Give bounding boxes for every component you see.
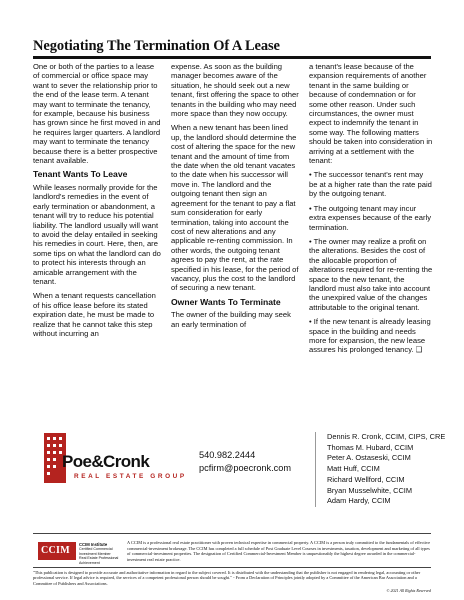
title-rule — [33, 56, 431, 59]
section-heading: Tenant Wants To Leave — [33, 169, 128, 180]
agent-name: Matt Huff, CCIM — [327, 464, 380, 474]
paragraph: While leases normally provide for the landlord's remedies in the event of early termination or abandonment, a tenant will try to reduce his potential liability. The landlord usually will want to avoid the delay entailed in seeking his remedies in court. Here, then, are some tips on what the landlord can do to protect his interests through an amicable arrangement with the tenant. — [33, 182, 161, 286]
article-title: Negotiating The Termination Of A Lease — [33, 38, 280, 54]
bullet-item: • The successor tenant's rent may be at a higher rate than the rate paid by the outgoing tenant. — [309, 170, 432, 199]
copyright-text: © 2021 All Rights Reserved — [386, 588, 431, 593]
agent-name: Bryan Musselwhite, CCIM — [327, 485, 413, 495]
ccim-description: A CCIM is a professional real estate practitioner with proven technical expertise in commercial property. A CCIM is a person truly committed to the fundamentals of effective commercial-investment brokerage. The CCIM has completed a full schedule of Post Graduate Level Courses in investments, taxation, development and marketing of all types of commercial-investment properties. The designation of Certified Commercial-Investment Member is unquestionably the highest degree awarded in the commercial-investment real estate practice. — [127, 540, 431, 562]
paragraph: When a new tenant has been lined up, the landlord should determine the cost of altering the space for the new tenant and the amount of time from the date when the old tenant vacates to the date when his successor will move in. The landlord and the outgoing tenant then sign an agreement for the tenant to pay a flat sum consideration for early termination, taking into account the cost of new alterations and any applicable re-renting commission. In other words, the outgoing tenant agrees to pay the rent, at the rate specified in his lease, for the period of vacancy, plus the cost to the landlord of securing a new tenant. — [171, 123, 299, 293]
divider — [315, 432, 316, 507]
agent-name: Thomas M. Hubard, CCIM — [327, 442, 414, 452]
footer-rule — [33, 533, 431, 534]
institute-name: CCIM Institute — [79, 542, 108, 547]
agent-name: Adam Hardy, CCIM — [327, 496, 391, 506]
section-heading: Owner Wants To Terminate — [171, 296, 281, 307]
article-column-1 — [33, 62, 161, 343]
contact-info — [199, 449, 291, 475]
company-tagline: REAL ESTATE GROUP — [74, 473, 187, 480]
bullet-item: • The outgoing tenant may incur extra expenses because of the early termination. — [309, 203, 431, 232]
disclaimer-rule — [33, 567, 431, 568]
paragraph: When a tenant requests cancellation of his office lease before its stated expiration date, he must be made to realize that he cannot take this step without incurring an — [33, 291, 156, 338]
paragraph: expense. As soon as the building manager becomes aware of the situation, he should seek out a new tenant, first offering the space to other tenants in the building who may need more space than they now occupy. — [171, 62, 299, 119]
article-column-2 — [171, 62, 299, 334]
phone-number[interactable]: 540.982.2444 — [199, 450, 256, 460]
company-logo — [44, 433, 187, 493]
institute-subtitle: Certified Commercial Investment Member — [79, 547, 113, 556]
ccim-logo — [38, 542, 76, 560]
agent-name: Richard Wellford, CCIM — [327, 474, 405, 484]
bullet-item: • If the new tenant is already leasing space in the building and needs more for expansion, the new lease assures his prolonged tenancy. ❑ — [309, 317, 431, 355]
disclaimer-text: "This publication is designed to provide accurate and authoritative information in regard to the subject covered. It is distributed with the understanding that the publisher is not engaged in rendering legal, accounting or other professional service. If legal advice is required, the services of a competent professional person should be sought." - From a Declaration of Principles jointly adopted by a Committee of the American Bar Association and a Committee of Publishers and Associations. — [33, 570, 421, 586]
paragraph: a tenant's lease because of the expansion requirements of another tenant in the same building or because of condemnation or for some other reason. Under such circumstances, the owner must expect to indemnify the tenant in some way. The following matters should be taken into consideration in arriving at a settlement with the tenant: — [309, 62, 433, 166]
paragraph: One or both of the parties to a lease of commercial or office space may want to sever the relationship prior to the end of the lease term. A tenant may want to terminate the tenancy, for example, because his business has grown since he first moved in and he requires larger quarters. A landlord may want to terminate the tenancy because there is a better prospective tenant available. — [33, 62, 161, 166]
ccim-institute-label — [79, 543, 123, 565]
institute-subtitle-2: Real Estate Professional Achievement — [79, 556, 119, 565]
agent-list — [327, 432, 445, 507]
company-name: Poe&Cronk — [62, 452, 150, 471]
bullet-item: • The owner may realize a profit on the alterations. Besides the cost of the allocable proportion of alterations required for re-renting the space to the new tenant, the landlord must also take into account the unexpired value of the changes attributable to the original tenant. — [309, 236, 433, 312]
ccim-logo-text: CCIM — [41, 545, 70, 556]
article-column-3 — [309, 62, 433, 360]
paragraph: The owner of the building may seek an early termination of — [171, 310, 291, 329]
agent-name: Dennis R. Cronk, CCIM, CIPS, CRE — [327, 432, 446, 441]
agent-name: Peter A. Ostaseski, CCIM — [327, 453, 411, 463]
email-link[interactable]: pcfirm@poecronk.com — [199, 463, 292, 473]
